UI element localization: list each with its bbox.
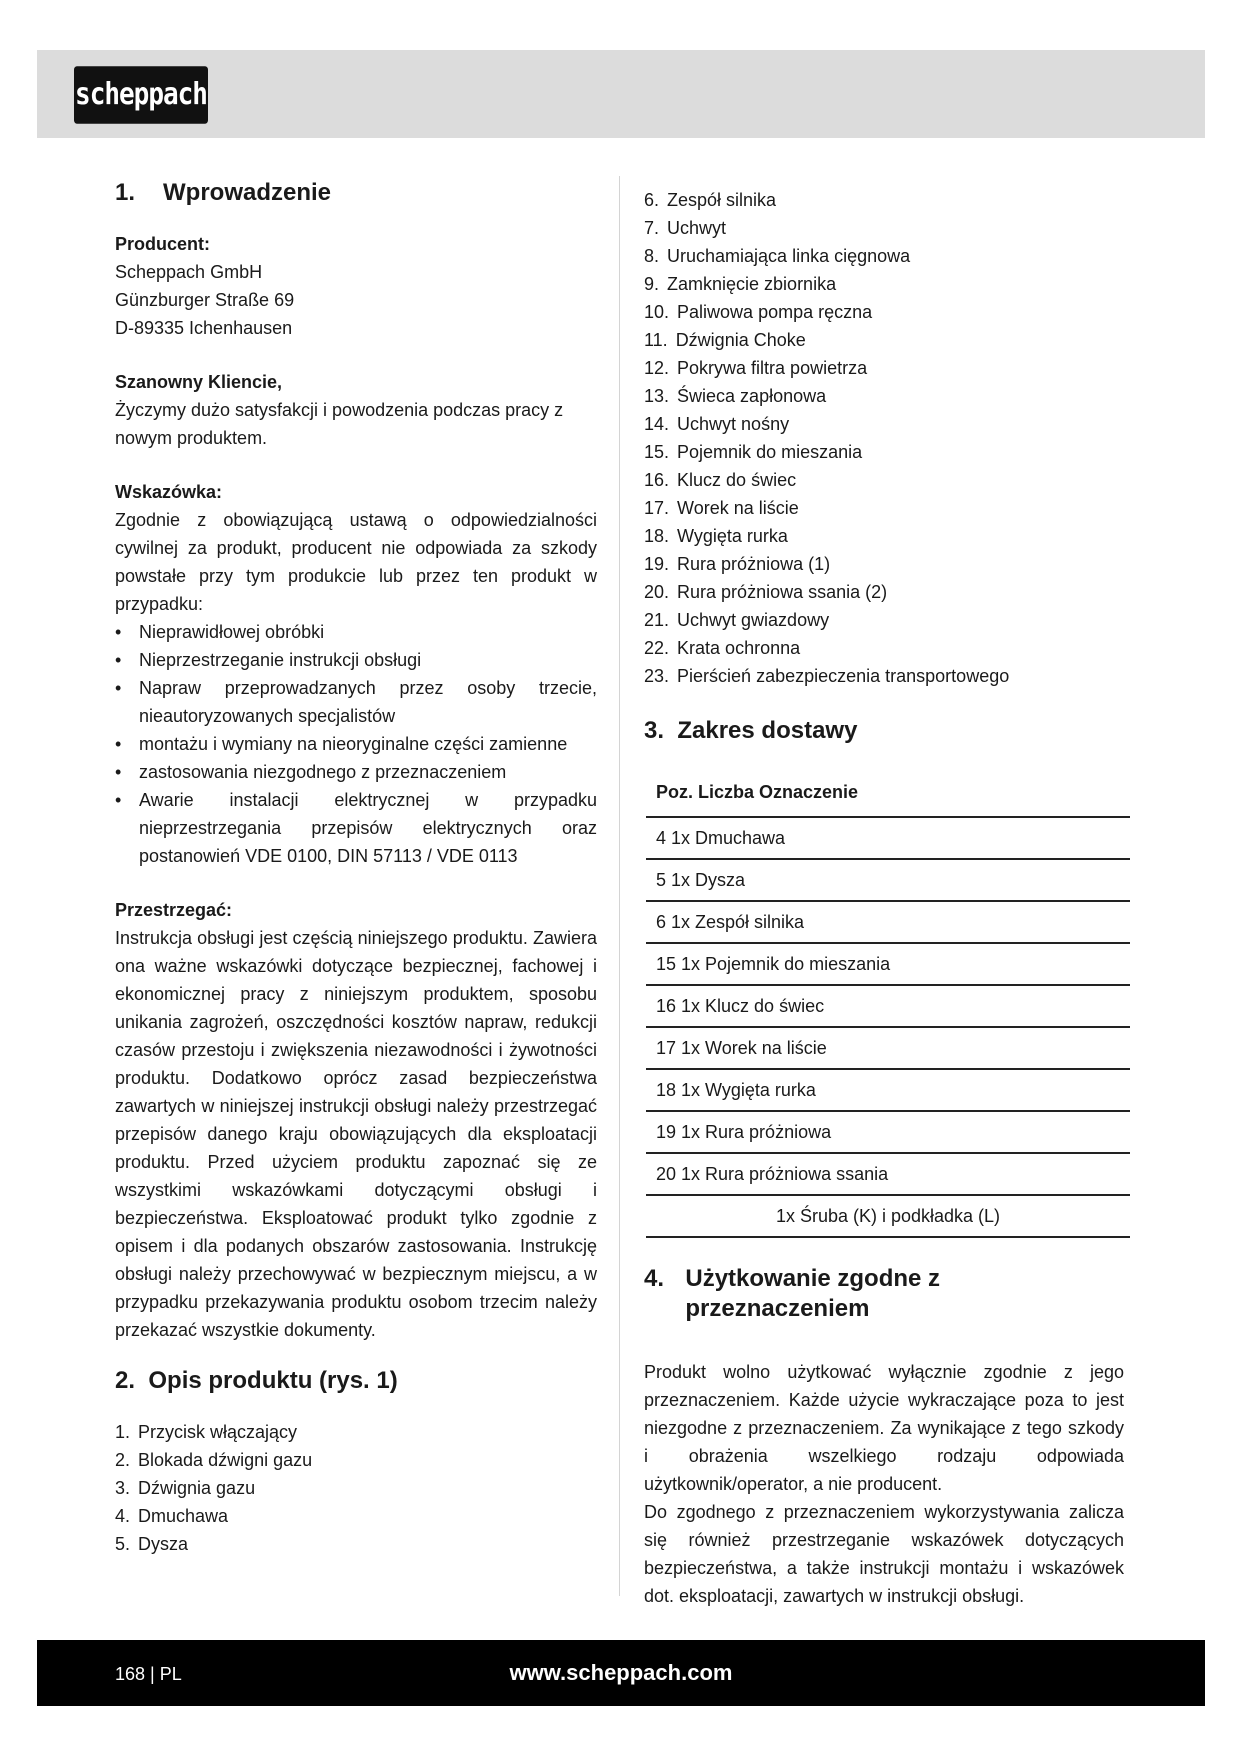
left-column <box>115 178 597 1558</box>
list-item: 22. Krata ochronna <box>644 638 801 658</box>
table-row: 16 1x Klucz do świec <box>646 985 1130 1027</box>
observe-label: Przestrzegać: <box>115 900 233 920</box>
observe-text: Instrukcja obsługi jest częścią niniejszego produktu. Zawiera ona ważne wskazówki dotyczące bezpiecznej, fachowej i ekonomicznej pracy z niniejszym produktem, sposobu unikania zagrożeń, oszczędności kosztów napraw, redukcji czasów przestoju i zwiększenia niezawodności i żywotności produktu. Dodatkowo oprócz zasad bezpieczeństwa zawartych w niniejszej instrukcji obsługi należy przestrzegać przepisów danego kraju obowiązujących dla eksploatacji produktu. Przed użyciem produktu zapoznać się ze wszystkimi wskazówkami dotyczącymi obsługi i bezpieczeństwa. Eksploatować produkt tylko zgodnie z opisem i dla podanych obszarów zastosowania. Instrukcję obsługi należy przechowywać w bezpiecznym miejscu, a w przypadku przekazywania produktu osobom trzecim należy przekazać wszystkie dokumenty. <box>115 928 597 1340</box>
hint-text: Zgodnie z obowiązującą ustawą o odpowiedzialności cywilnej za produkt, producent nie odpowiada za szkody powstałe przy tym produkcie lub przez ten produkt w przypadku: <box>115 510 597 614</box>
right-column <box>644 186 1124 1610</box>
section-3-heading: 3. Zakres dostawy <box>644 717 858 744</box>
producer-line: Günzburger Straße 69 <box>115 290 295 310</box>
list-item: 17. Worek na liście <box>644 498 799 518</box>
table-header: Poz. Liczba Oznaczenie <box>656 782 859 802</box>
footer-band <box>37 1640 1205 1706</box>
list-item: 13. Świeca zapłonowa <box>644 386 827 406</box>
list-item: 3. Dźwignia gazu <box>115 1478 256 1498</box>
list-item: 1. Przycisk włączający <box>115 1422 298 1442</box>
table-row: 19 1x Rura próżniowa <box>646 1111 1130 1153</box>
list-item: • Nieprzestrzeganie instrukcji obsługi <box>115 646 597 674</box>
list-item: • Awarie instalacji elektrycznej w przypadku nieprzestrzegania przepisów elektrycznych oraz postanowień VDE 0100, DIN 57113 / VDE 0113 <box>115 786 597 870</box>
dear-customer-label: Szanowny Kliencie, <box>115 372 283 392</box>
table-row: 15 1x Pojemnik do mieszania <box>646 943 1130 985</box>
header-band <box>37 50 1205 138</box>
list-item: 23. Pierścień zabezpieczenia transportowego <box>644 666 1010 686</box>
table-row: 17 1x Worek na liście <box>646 1027 1130 1069</box>
dear-customer-text: Życzymy dużo satysfakcji i powodzenia podczas pracy z nowym produktem. <box>115 400 564 448</box>
product-parts-list <box>115 1418 597 1558</box>
list-item: 6. Zespół silnika <box>644 190 777 210</box>
website-link[interactable]: www.scheppach.com <box>509 1660 733 1685</box>
section-1-heading: 1. Wprowadzenie <box>115 179 332 206</box>
delivery-table <box>646 772 1130 1238</box>
list-item: 15. Pojemnik do mieszania <box>644 442 863 462</box>
table-row: 18 1x Wygięta rurka <box>646 1069 1130 1111</box>
table-row: 6 1x Zespół silnika <box>646 901 1130 943</box>
producer-line: Scheppach GmbH <box>115 262 263 282</box>
list-item: • zastosowania niezgodnego z przeznaczeniem <box>115 758 597 786</box>
producer-label: Producent: <box>115 234 211 254</box>
hint-label: Wskazówka: <box>115 482 223 502</box>
column-divider <box>619 176 620 1596</box>
list-item: 14. Uchwyt nośny <box>644 414 790 434</box>
list-item: 11. Dźwignia Choke <box>644 330 806 350</box>
list-item: 12. Pokrywa filtra powietrza <box>644 358 868 378</box>
table-row: 5 1x Dysza <box>646 859 1130 901</box>
list-item: • Napraw przeprowadzanych przez osoby trzecie, nieautoryzowanych specjalistów <box>115 674 597 730</box>
producer-line: D-89335 Ichenhausen <box>115 318 293 338</box>
scheppach-logo: scheppach <box>74 66 208 124</box>
list-item: • montażu i wymiany na nieoryginalne części zamienne <box>115 730 597 758</box>
list-item: 8. Uruchamiająca linka cięgnowa <box>644 246 911 266</box>
list-item: 19. Rura próżniowa (1) <box>644 554 831 574</box>
list-item: 4. Dmuchawa <box>115 1506 229 1526</box>
liability-list <box>115 618 597 870</box>
list-item: • Nieprawidłowej obróbki <box>115 618 597 646</box>
section-2-heading: 2. Opis produktu (rys. 1) <box>115 1367 398 1394</box>
table-row: 20 1x Rura próżniowa ssania <box>646 1153 1130 1195</box>
product-parts-list-continued <box>644 186 1124 690</box>
section-4-heading: 4. Użytkowanie zgodne z przeznaczeniem <box>644 1265 941 1322</box>
list-item: 16. Klucz do świec <box>644 470 797 490</box>
table-row: 1x Śruba (K) i podkładka (L) <box>646 1195 1130 1237</box>
list-item: 9. Zamknięcie zbiornika <box>644 274 837 294</box>
table-row: 4 1x Dmuchawa <box>646 817 1130 859</box>
intended-use-text-2: Do zgodnego z przeznaczeniem wykorzystywania zalicza się również przestrzeganie wskazówek dotyczących bezpieczeństwa, a także instrukcji montażu i wskazówek dot. eksploatacji, zawartych w instrukcji obsługi. <box>644 1502 1124 1606</box>
list-item: 5. Dysza <box>115 1534 189 1554</box>
list-item: 7. Uchwyt <box>644 218 727 238</box>
page-number: 168 | PL <box>115 1664 182 1684</box>
list-item: 21. Uchwyt gwiazdowy <box>644 610 830 630</box>
intended-use-text: Produkt wolno użytkować wyłącznie zgodnie z jego przeznaczeniem. Każde użycie wykraczające poza to jest niezgodne z przeznaczeniem. Za wynikające z tego szkody i obrażenia wszelkiego rodzaju odpowiada użytkownik/operator, a nie producent. <box>644 1362 1124 1494</box>
list-item: 10. Paliwowa pompa ręczna <box>644 302 873 322</box>
list-item: 20. Rura próżniowa ssania (2) <box>644 582 888 602</box>
list-item: 2. Blokada dźwigni gazu <box>115 1450 313 1470</box>
list-item: 18. Wygięta rurka <box>644 526 788 546</box>
